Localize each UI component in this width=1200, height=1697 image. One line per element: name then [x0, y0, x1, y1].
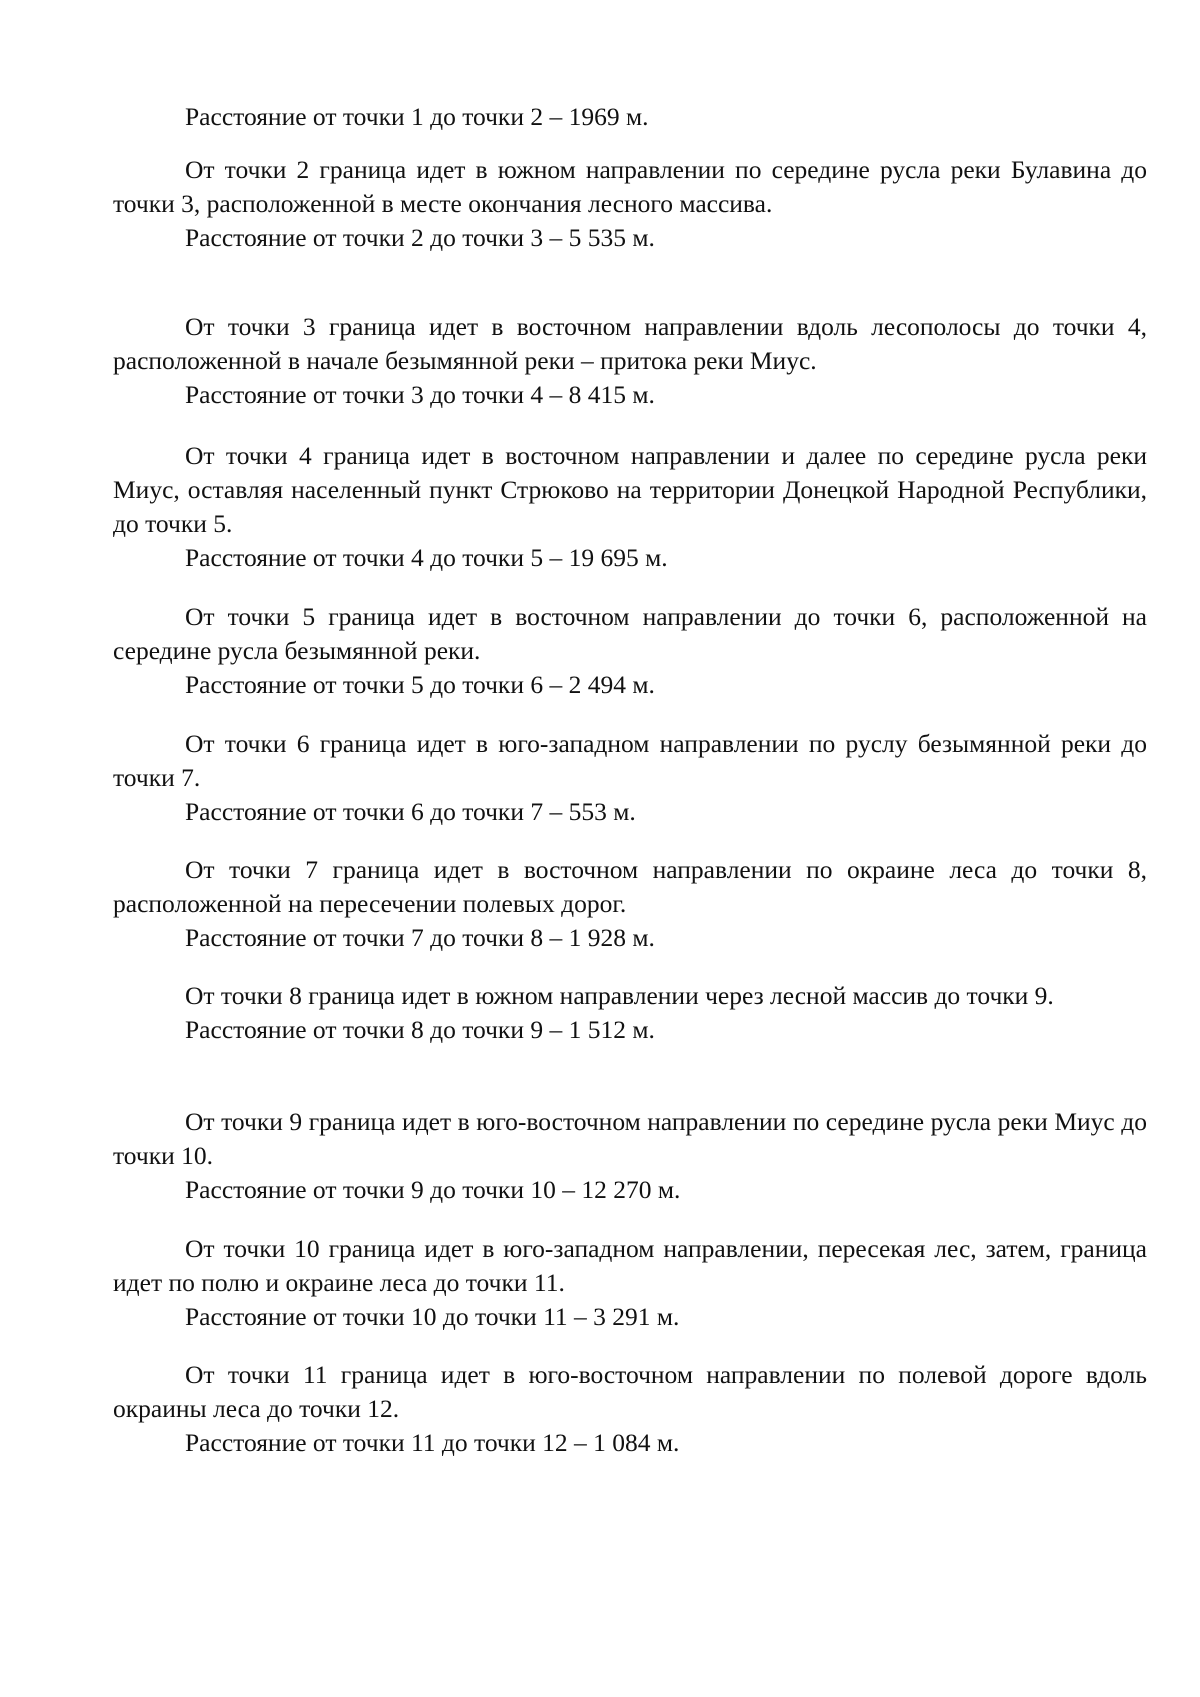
section-distance: Расстояние от точки 10 до точки 11 – 3 291 м.	[185, 1302, 680, 1331]
section-5-6	[113, 600, 1147, 702]
section-distance: Расстояние от точки 5 до точки 6 – 2 494 м.	[185, 670, 655, 699]
section-distance: Расстояние от точки 7 до точки 8 – 1 928 м.	[185, 923, 655, 952]
section-11-12	[113, 1358, 1147, 1460]
section-7-8	[113, 853, 1147, 955]
section-text: От точки 7 граница идет в восточном направлении по окраине леса до точки 8, расположенной на пересечении полевых дорог.	[113, 855, 1147, 918]
section-distance: Расстояние от точки 11 до точки 12 – 1 084 м.	[185, 1428, 680, 1457]
section-8-9	[113, 979, 1147, 1047]
section-distance: Расстояние от точки 2 до точки 3 – 5 535 м.	[185, 223, 655, 252]
section-distance: Расстояние от точки 8 до точки 9 – 1 512 м.	[185, 1015, 655, 1044]
section-10-11	[113, 1232, 1147, 1334]
section-6-7	[113, 727, 1147, 829]
section-4-5	[113, 439, 1147, 575]
section-3-4	[113, 310, 1147, 412]
section-text: От точки 11 граница идет в юго-восточном направлении по полевой дороге вдоль окраины леса до точки 12.	[113, 1360, 1147, 1423]
section-distance: Расстояние от точки 3 до точки 4 – 8 415 м.	[185, 380, 655, 409]
section-text: От точки 5 граница идет в восточном направлении до точки 6, расположенной на середине русла безымянной реки.	[113, 602, 1147, 665]
section-text: От точки 6 граница идет в юго-западном направлении по руслу безымянной реки до точки 7.	[113, 729, 1147, 792]
section-distance: Расстояние от точки 9 до точки 10 – 12 270 м.	[185, 1175, 681, 1204]
section-text: От точки 8 граница идет в южном направлении через лесной массив до точки 9.	[185, 981, 1054, 1010]
section-text: От точки 10 граница идет в юго-западном направлении, пересекая лес, затем, граница идет по полю и окраине леса до точки 11.	[113, 1234, 1147, 1297]
section-9-10	[113, 1105, 1147, 1207]
section-text: От точки 2 граница идет в южном направлении по середине русла реки Булавина до точки 3, расположенной в месте окончания лесного массива.	[113, 155, 1147, 218]
section-distance: Расстояние от точки 4 до точки 5 – 19 695 м.	[185, 543, 668, 572]
section-distance: Расстояние от точки 6 до точки 7 – 553 м.	[185, 797, 636, 826]
section-text: От точки 4 граница идет в восточном направлении и далее по середине русла реки Миус, оставляя населенный пункт Стрюково на территории Донецкой Народной Республики, до точки 5.	[113, 441, 1147, 538]
section-2-3	[113, 153, 1147, 255]
intro-distance: Расстояние от точки 1 до точки 2 – 1969 м.	[185, 102, 649, 131]
section-text: От точки 3 граница идет в восточном направлении вдоль лесополосы до точки 4, расположенной в начале безымянной реки – притока реки Миус.	[113, 312, 1147, 375]
section-text: От точки 9 граница идет в юго-восточном направлении по середине русла реки Миус до точки 10.	[113, 1107, 1147, 1170]
